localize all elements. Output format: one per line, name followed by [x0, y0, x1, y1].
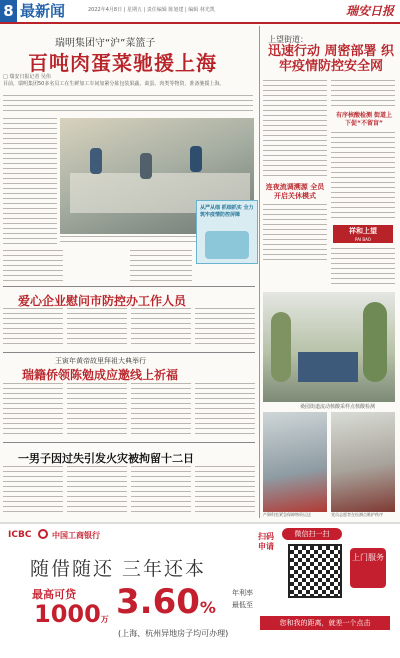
promo-box — [196, 200, 258, 264]
qr-code — [288, 544, 342, 598]
right-photo-2 — [263, 412, 327, 512]
story-4-body — [131, 466, 191, 514]
right-body — [331, 248, 395, 288]
section-title: 最新闻 — [20, 2, 66, 20]
max-loan-label: 最高可贷 — [32, 588, 76, 601]
rate-unit: % — [199, 598, 216, 617]
bank-code: ICBC — [8, 530, 32, 540]
amount-value: 1000 — [34, 600, 101, 628]
promo-box-text: 从严从细 抓细抓实 全力筑牢疫情防控屏障 — [200, 205, 254, 218]
story-3-body — [131, 383, 191, 435]
right-headline-text: 迅速行动 周密部署 织牢疫情防控安全网 — [267, 44, 395, 74]
ad-tagline: 随借随还 三年还本 — [30, 558, 207, 580]
right-body — [263, 80, 327, 180]
column-divider — [259, 26, 260, 518]
column-tag-sub: PAI BAO — [355, 237, 371, 242]
column-tag — [333, 225, 393, 243]
story-3-body — [3, 383, 63, 435]
story-3-kicker: 王寅年黄帝故里拜祖大典举行 — [55, 357, 146, 365]
rate-label-2: 最低至 — [232, 601, 253, 609]
lead-body-column — [3, 250, 63, 282]
story-2-body — [195, 308, 255, 346]
max-loan-amount — [34, 600, 109, 628]
bank-ad — [0, 522, 400, 658]
story-3-body — [67, 383, 127, 435]
story-2-body — [67, 308, 127, 346]
right-photo-3 — [331, 412, 395, 512]
subhead-1: 连夜流调溯源 全员开启关休模式 — [265, 183, 325, 200]
rate-value — [116, 582, 216, 622]
amount-unit: 万 — [100, 615, 109, 624]
right-body — [331, 132, 395, 222]
apply-badge[interactable]: 上门服务 — [350, 548, 386, 588]
right-photo-1 — [263, 292, 395, 402]
photo-caption-3: 党员志愿者在检测点维护秩序 — [331, 512, 383, 517]
story-4-headline: 一男子因过失引发火灾被拘留十二日 — [18, 452, 194, 465]
story-2-body — [131, 308, 191, 346]
ad-footer: 您和我的距离，就差一个点击 — [260, 616, 390, 630]
badge-small: 有序核酸检测 街道上下促“不留盲” — [335, 112, 393, 127]
story-4-body — [3, 466, 63, 514]
right-body — [263, 204, 327, 264]
right-body — [331, 80, 395, 110]
lead-body-column — [3, 118, 57, 246]
rate-number: 3.60 — [116, 582, 200, 622]
lead-intro-text — [3, 95, 253, 113]
page-number: 8 — [0, 0, 17, 22]
bank-logo-icon — [38, 529, 48, 539]
lead-kicker: 瑞明集团守“沪”菜篮子 — [55, 38, 156, 49]
ad-note: (上海、杭州异地房子均可办理) — [118, 629, 229, 638]
bank-name: 中国工商银行 — [52, 531, 100, 540]
lead-body-column — [130, 250, 192, 282]
scan-side-label: 扫码申请 — [258, 532, 274, 551]
lead-intro: 目前，瑞明集团50多名员工在生鲜加工车间加紧分拣包装果蔬、禽蛋、肉类等物资，准备驰援上海。 — [3, 81, 225, 87]
lead-byline: □ 瑞安日报记者 吴伟 — [3, 74, 51, 80]
newspaper-logo: 瑞安日报 — [345, 4, 394, 18]
column-tag-title: 祥和上望 — [349, 227, 377, 235]
story-4-body — [195, 466, 255, 514]
story-2-headline: 爱心企业慰问市防控办工作人员 — [18, 294, 187, 308]
rate-label-1: 年利率 — [232, 589, 253, 597]
story-4-body — [67, 466, 127, 514]
photo-caption-2: 产卵科室紧急保障物资运送 — [263, 512, 311, 517]
issue-meta: 2022年4月8日 | 星期五 | 责任编辑 陈旭建 | 编辑 林光凯 — [88, 7, 215, 13]
story-2-body — [3, 308, 63, 346]
page-header — [0, 0, 400, 24]
photo-caption-1: 桑园街道流动核酸采样点核酸检测 — [300, 404, 376, 410]
right-kicker: 上望街道： — [268, 35, 308, 44]
story-3-headline: 瑞籍侨领陈勉成应邀线上祈福 — [22, 368, 179, 382]
scan-label: 微信扫一扫 — [282, 528, 342, 540]
lead-headline: 百吨肉蛋菜驰援上海 — [28, 51, 217, 75]
right-headline — [266, 44, 396, 74]
story-3-body — [195, 383, 255, 435]
